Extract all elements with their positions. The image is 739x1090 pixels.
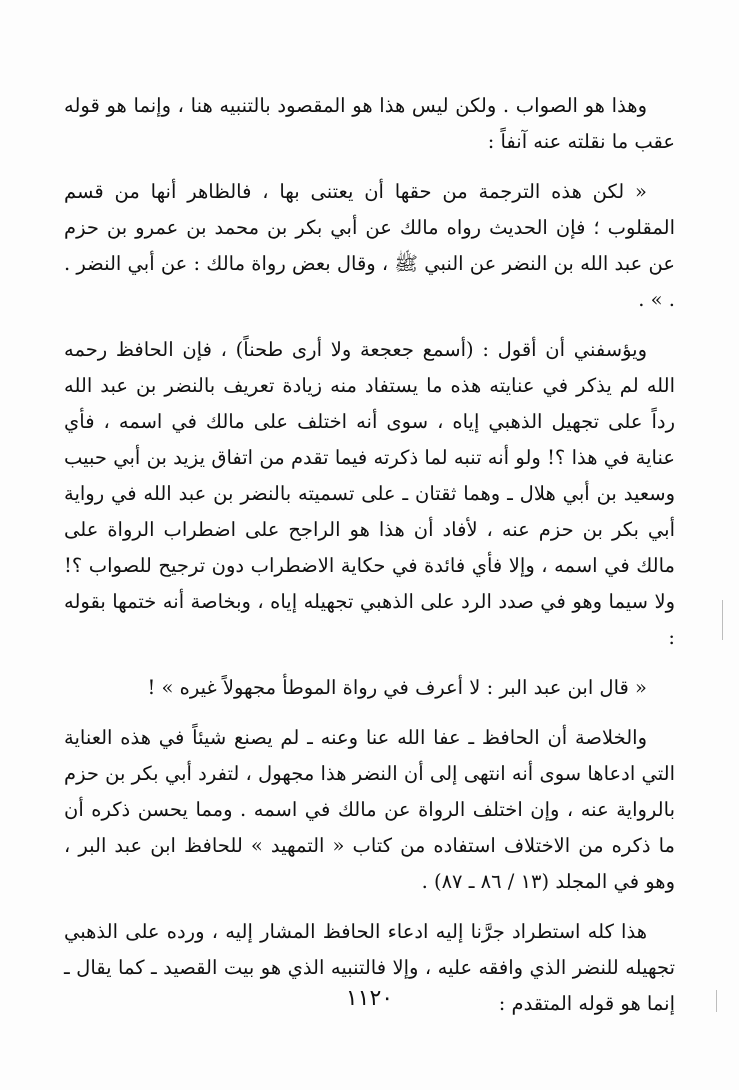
page-number: ١١٢٠ <box>345 986 394 1011</box>
paragraph-1: وهذا هو الصواب . ولكن ليس هذا هو المقصود بالتنبيه هنا ، وإنما هو قوله عقب ما نقلته عنه آنفاً : <box>64 94 675 153</box>
page-body <box>64 88 675 1022</box>
paragraph-6: هذا كله استطراد جرَّنا إليه ادعاء الحافظ المشار إليه ، ورده على الذهبي تجهيله للنضر الذي وافقه عليه ، وإلا فالتنبيه الذي هو بيت القصيد ـ كما يقال ـ إنما هو قوله المتقدم : <box>64 920 675 1015</box>
paragraph-3: ويؤسفني أن أقول : (أسمع جعجعة ولا أرى طحناً) ، فإن الحافظ رحمه الله لم يذكر في عنايته هذه ما يستفاد منه زيادة تعريف بالنضر بن عبد الله رداً على تجهيل الذهبي إياه ، سوى أنه اختلف على مالك في اسمه ، فأي عناية في هذا ؟! ولو أنه تنبه لما ذكرته فيما تقدم من اتفاق يزيد بن أبي حبيب وسعيد بن أبي هلال ـ وهما ثقتان ـ على تسميته بالنضر بن عبد الله في رواية أبي بكر بن حزم عنه ، لأفاد أن هذا هو الراجح على اضطراب الرواة على مالك في اسمه ، وإلا فأي فائدة في حكاية الاضطراب دون ترجيح للصواب ؟! ولا سيما وهو في صدد الرد على الذهبي تجهيله إياه ، وبخاصة أنه ختمها بقوله : <box>64 338 675 649</box>
page-edge-mark-bottom <box>716 990 717 1012</box>
paragraph-5: والخلاصة أن الحافظ ـ عفا الله عنا وعنه ـ لم يصنع شيئاً في هذه العناية التي ادعاها سوى أنه انتهى إلى أن النضر هذا مجهول ، لتفرد أبي بكر بن حزم بالرواية عنه ، وإن اختلف الرواة عن مالك في اسمه . ومما يحسن ذكره أن ما ذكره من الاختلاف استفاده من كتاب « التمهيد » للحافظ ابن عبد البر ، وهو في المجلد (١٣ / ٨٦ ـ ٨٧) . <box>64 726 675 893</box>
page-edge-mark <box>722 600 723 640</box>
paragraph-4-quote: « قال ابن عبد البر : لا أعرف في رواة الموطأ مجهولاً غيره » ! <box>147 676 647 699</box>
paragraph-2-quote: « لكن هذه الترجمة من حقها أن يعتنى بها ، فالظاهر أنها من قسم المقلوب ؛ فإن الحديث رواه مالك عن أبي بكر بن محمد بن عمرو بن حزم عن عبد الله بن النضر عن النبي ﷺ ، وقال بعض رواة مالك : عن أبي النضر . . » . <box>64 180 675 311</box>
